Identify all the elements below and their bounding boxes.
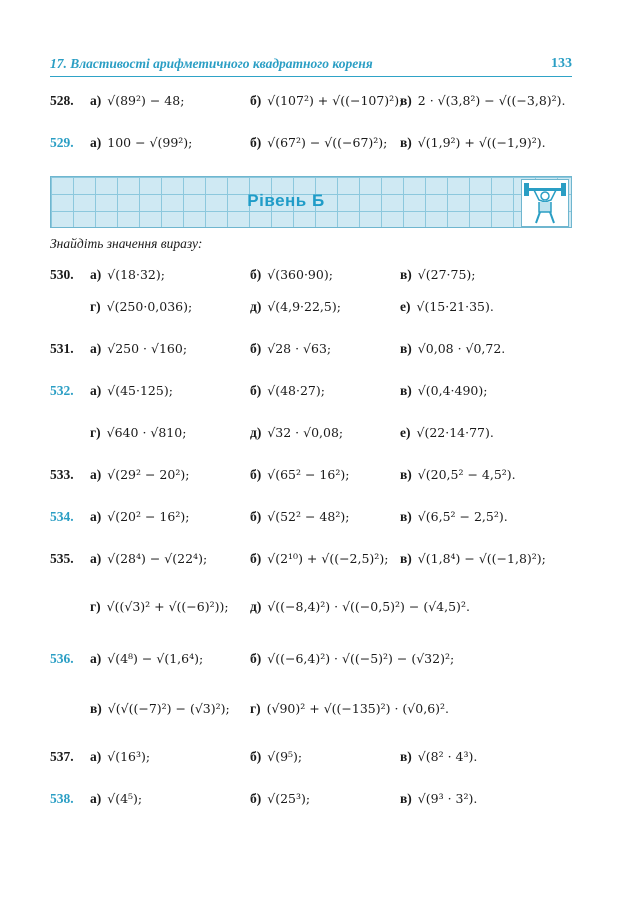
item-expression: √(15·21·35). — [416, 299, 494, 314]
item-expression: √(20,5² − 4,5²). — [417, 467, 516, 482]
item-label: а) — [90, 749, 102, 764]
item-label: в) — [400, 341, 412, 356]
item-expression: √((−8,4)²) · √((−0,5)²) − (√4,5)². — [267, 599, 470, 614]
item-expression: √250 · √160; — [107, 341, 188, 356]
exercise-item — [90, 546, 207, 572]
item-label: а) — [90, 551, 102, 566]
item-label: е) — [400, 425, 411, 440]
item-label: б) — [250, 749, 262, 764]
exercise-item — [400, 130, 546, 156]
item-label: д) — [250, 425, 262, 440]
exercise-item — [400, 504, 508, 530]
item-expression: √(29² − 20²); — [107, 467, 190, 482]
exercise-number: 528. — [50, 93, 74, 108]
weightlifter-icon — [521, 179, 569, 227]
page-header — [50, 52, 572, 77]
item-label: г) — [90, 299, 101, 314]
page-number: 133 — [551, 56, 572, 71]
item-label: в) — [400, 509, 412, 524]
item-expression: √(360·90); — [267, 267, 333, 282]
item-label: б) — [250, 791, 262, 806]
item-expression: √(4⁵); — [107, 791, 143, 806]
item-expression: √(20² − 16²); — [107, 509, 190, 524]
item-expression: √(25³); — [267, 791, 311, 806]
exercise-item — [250, 546, 388, 572]
item-expression: √(9³ · 3²). — [417, 791, 478, 806]
item-expression: √(9⁵); — [267, 749, 303, 764]
item-label: б) — [250, 467, 262, 482]
exercise-item — [400, 420, 494, 446]
exercise-number: 529. — [50, 135, 74, 150]
exercise-number: 533. — [50, 467, 74, 482]
item-expression: (√90)² + √((−135)²) · (√0,6)². — [266, 701, 450, 716]
item-label: в) — [400, 267, 412, 282]
exercise-number: 538. — [50, 791, 74, 806]
item-expression: √0,08 · √0,72. — [417, 341, 506, 356]
exercise-number: 532. — [50, 383, 74, 398]
item-label: г) — [90, 425, 101, 440]
item-label: а) — [90, 509, 102, 524]
item-expression: √(6,5² − 2,5²). — [417, 509, 508, 524]
exercise-item — [90, 594, 229, 620]
item-expression: √640 · √810; — [106, 425, 187, 440]
item-label: а) — [90, 467, 102, 482]
item-label: а) — [90, 791, 102, 806]
item-label: д) — [250, 599, 262, 614]
item-label: а) — [90, 341, 102, 356]
level-banner — [50, 176, 572, 228]
exercise-item — [250, 336, 331, 362]
exercise-item — [400, 462, 516, 488]
item-expression: √(18·32); — [107, 267, 165, 282]
item-expression: √(65² − 16²); — [267, 467, 350, 482]
item-expression: √(√((−7)²) − (√3)²); — [107, 701, 230, 716]
exercise-item — [250, 130, 387, 156]
exercise-item — [90, 378, 173, 404]
item-label: а) — [90, 267, 102, 282]
item-label: г) — [90, 599, 101, 614]
exercise-item — [90, 646, 203, 672]
section-title: 17. Властивості арифметичного квадратного кореня — [50, 56, 373, 71]
exercise-item — [250, 504, 349, 530]
exercise-item — [250, 420, 343, 446]
exercise-item — [250, 696, 449, 722]
exercise-item — [90, 336, 187, 362]
item-label: б) — [250, 509, 262, 524]
exercise-item — [400, 336, 505, 362]
item-label: в) — [400, 93, 412, 108]
exercise-item — [250, 594, 470, 620]
item-expression: √(48·27); — [267, 383, 325, 398]
exercise-item — [400, 88, 566, 114]
exercise-number: 530. — [50, 267, 74, 282]
exercise-item — [400, 262, 476, 288]
item-label: в) — [400, 791, 412, 806]
item-label: б) — [250, 267, 262, 282]
item-expression: √(28⁴) − √(22⁴); — [107, 551, 208, 566]
exercise-number: 534. — [50, 509, 74, 524]
item-expression: √(8² · 4³). — [417, 749, 478, 764]
item-expression: √(250·0,036); — [106, 299, 193, 314]
exercise-item — [400, 378, 487, 404]
item-expression: √((−6,4)²) · √((−5)²) − (√32)²; — [267, 651, 455, 666]
exercise-item — [90, 462, 189, 488]
exercise-item — [90, 420, 186, 446]
item-expression: √(1,8⁴) − √((−1,8)²); — [417, 551, 546, 566]
item-label: а) — [90, 135, 102, 150]
item-label: в) — [400, 383, 412, 398]
item-expression: √(2¹⁰) + √((−2,5)²); — [267, 551, 389, 566]
exercise-item — [250, 294, 341, 320]
item-label: б) — [250, 651, 262, 666]
exercise-item — [400, 744, 477, 770]
level-label: Рівень Б — [247, 191, 325, 210]
item-expression: √(16³); — [107, 749, 151, 764]
item-expression: 2 · √(3,8²) − √((−3,8)²). — [417, 93, 566, 108]
item-label: в) — [90, 701, 102, 716]
item-label: в) — [400, 467, 412, 482]
item-expression: √(4,9·22,5); — [267, 299, 341, 314]
item-label: в) — [400, 749, 412, 764]
item-label: в) — [400, 551, 412, 566]
item-label: б) — [250, 135, 262, 150]
item-label: б) — [250, 341, 262, 356]
exercise-item — [400, 786, 477, 812]
item-expression: √(1,9²) + √((−1,9)²). — [417, 135, 546, 150]
exercise-item — [250, 378, 325, 404]
item-label: б) — [250, 551, 262, 566]
item-expression: √(27·75); — [417, 267, 476, 282]
exercise-item — [90, 88, 184, 114]
instruction-text: Знайдіть значення виразу: — [50, 236, 203, 251]
exercise-item — [90, 262, 165, 288]
item-expression: √(89²) − 48; — [107, 93, 185, 108]
item-label: б) — [250, 383, 262, 398]
exercise-number: 535. — [50, 551, 74, 566]
item-label: а) — [90, 383, 102, 398]
exercise-item — [90, 130, 192, 156]
exercise-item — [90, 786, 142, 812]
exercise-item — [400, 294, 494, 320]
item-expression: √(0,4·490); — [417, 383, 488, 398]
item-expression: √(4⁸) − √(1,6⁴); — [107, 651, 204, 666]
item-expression: √(107²) + √((−107)²); — [267, 93, 404, 108]
item-expression: √(52² − 48²); — [267, 509, 350, 524]
exercise-item — [250, 462, 349, 488]
item-expression: √((√3)² + √((−6)²)); — [106, 599, 229, 614]
exercise-number: 537. — [50, 749, 74, 764]
item-expression: 100 − √(99²); — [107, 135, 193, 150]
exercise-number: 531. — [50, 341, 74, 356]
exercise-item — [90, 696, 230, 722]
exercise-item — [90, 504, 189, 530]
exercise-number: 536. — [50, 651, 74, 666]
item-label: а) — [90, 651, 102, 666]
exercise-item — [400, 546, 546, 572]
item-expression: √(45·125); — [107, 383, 173, 398]
item-label: г) — [250, 701, 261, 716]
exercise-item — [250, 744, 302, 770]
item-label: е) — [400, 299, 411, 314]
exercise-item — [250, 646, 454, 672]
exercise-item — [90, 294, 192, 320]
exercise-item — [250, 88, 403, 114]
exercise-item — [250, 786, 310, 812]
item-label: в) — [400, 135, 412, 150]
item-label: д) — [250, 299, 262, 314]
item-expression: √(67²) − √((−67)²); — [267, 135, 388, 150]
item-label: б) — [250, 93, 262, 108]
item-expression: √28 · √63; — [267, 341, 332, 356]
exercise-item — [90, 744, 150, 770]
item-expression: √32 · √0,08; — [267, 425, 344, 440]
item-expression: √(22·14·77). — [416, 425, 494, 440]
exercise-item — [250, 262, 333, 288]
item-label: а) — [90, 93, 102, 108]
